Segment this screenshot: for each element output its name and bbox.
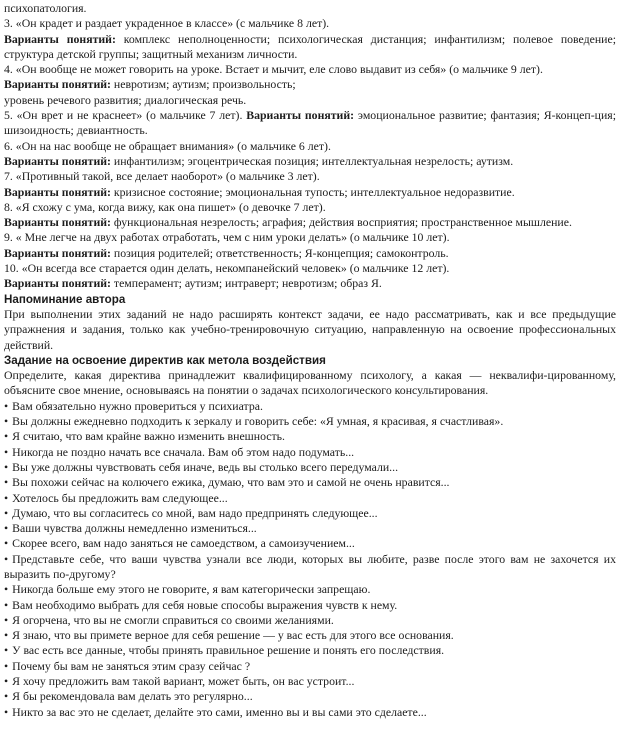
- bold-text-run: Варианты понятий:: [4, 184, 111, 199]
- bullet-marker: •: [4, 551, 9, 566]
- text-run: Вы должны ежедневно подходить к зеркалу и говорить себе: «Я умная, я красивая, я счастливая».: [12, 414, 504, 429]
- text-run: функциональная незрелость; аграфия; действия восприятия; пространственное мышление.: [110, 215, 572, 230]
- paragraph: [4, 169, 616, 184]
- text-run: темперамент; аутизм; интраверт; невротизм; образ Я.: [110, 276, 382, 291]
- text-run: Никто за вас это не сделает, делайте это сами, именно вы и вы сами это сделаете...: [12, 704, 427, 719]
- text-run: Я считаю, что вам крайне важно изменить внешность.: [12, 429, 285, 444]
- bullet-item: [4, 475, 616, 490]
- text-run: Думаю, что вы согласитесь со мной, вам надо предпринять следующее...: [12, 505, 378, 520]
- bold-text-run: Напоминание автора: [4, 292, 126, 306]
- bullet-item: [4, 445, 616, 460]
- text-run: невротизм; аутизм; произвольность;: [110, 77, 296, 92]
- text-run: комплекс неполноценности; психологическая дистанция; инфантилизм; полевое поведение; структура детской группы; защитный механизм личности.: [4, 31, 616, 61]
- bullet-marker: •: [4, 505, 9, 520]
- bullet-marker: •: [4, 674, 9, 689]
- paragraph: [4, 139, 616, 154]
- text-run: 8. «Я схожу с ума, когда вижу, как она пишет» (о девочке 7 лет).: [4, 199, 326, 214]
- text-run: Вам обязательно нужно провериться у психиатра.: [12, 398, 263, 413]
- bullet-marker: •: [4, 643, 9, 658]
- bold-text-run: Варианты понятий:: [4, 276, 111, 291]
- paragraph: [4, 93, 616, 108]
- text-run: инфантилизм; эгоцентрическая позиция; интеллектуальная незрелость; аутизм.: [110, 153, 514, 168]
- text-run: Никогда больше ему этого не говорите, я вам категорически запрещаю.: [12, 582, 371, 597]
- paragraph: [4, 32, 616, 63]
- bullet-item: [4, 705, 616, 720]
- bullet-marker: •: [4, 689, 9, 704]
- bullet-item: [4, 689, 616, 704]
- bullet-marker: •: [4, 444, 9, 459]
- paragraph: [4, 77, 616, 92]
- text-run: Я хочу предложить вам такой вариант, может быть, он вас устроит...: [12, 674, 355, 689]
- bullet-item: [4, 598, 616, 613]
- bullet-item: [4, 414, 616, 429]
- paragraph: [4, 246, 616, 261]
- text-run: У вас есть все данные, чтобы принять правильное решение и понять его последствия.: [12, 643, 445, 658]
- text-run: Представьте себе, что ваши чувства узнали все люди, которых вы любите, разве после этого вам не захочется их выразить по-другому?: [4, 551, 616, 581]
- text-run: 10. «Он всегда все старается один делать, некомпанейский человек» (о мальчике 12 лет).: [4, 261, 450, 276]
- text-run: психопатология.: [4, 1, 87, 15]
- paragraph: [4, 154, 616, 169]
- text-run: позиция родителей; ответственность; Я-концепция; самоконтроль.: [110, 245, 449, 260]
- text-run: При выполнении этих заданий не надо расширять контекст задачи, ее надо рассматривать, как и все предыдущие упражнения и задания, только как учебно-тренировочную ситуацию, направленную на освоение профессиональных действий.: [4, 306, 616, 352]
- bold-text-run: Варианты понятий:: [246, 108, 355, 123]
- text-run: Вам необходимо выбрать для себя новые способы выражения чувств к нему.: [12, 597, 398, 612]
- bullet-item: [4, 460, 616, 475]
- bold-text-run: Варианты понятий:: [4, 31, 116, 46]
- bullet-marker: •: [4, 704, 9, 719]
- bold-text-run: Варианты понятий:: [4, 77, 111, 92]
- text-run: Скорее всего, вам надо заняться не самоедством, а самоизучением...: [12, 536, 355, 551]
- text-run: 6. «Он на нас вообще не обращает внимания» (о мальчике 6 лет).: [4, 138, 331, 153]
- bullet-marker: •: [4, 414, 9, 429]
- bullet-marker: •: [4, 582, 9, 597]
- bold-text-run: Варианты понятий:: [4, 153, 111, 168]
- text-run: Вы уже должны чувствовать себя иначе, ведь вы столько всего передумали...: [12, 459, 399, 474]
- bullet-marker: •: [4, 475, 9, 490]
- text-run: Определите, какая директива принадлежит квалифицированному психологу, а какая — неквалифи-цированному, объясните свое мнение, основываясь на понятии о задачах психологического консультирования.: [4, 368, 616, 398]
- bullet-item: [4, 536, 616, 551]
- section-heading: [4, 353, 616, 368]
- text-run: уровень речевого развития; диалогическая речь.: [4, 92, 247, 107]
- paragraph: [4, 185, 616, 200]
- bullet-item: [4, 613, 616, 628]
- text-run: Я знаю, что вы примете верное для себя решение — у вас есть для этого все основания.: [12, 628, 454, 643]
- paragraph: [4, 16, 616, 31]
- bullet-item: [4, 552, 616, 583]
- bold-text-run: Варианты понятий:: [4, 245, 111, 260]
- text-run: 5. «Он врет и не краснеет» (о мальчике 7 лет).: [4, 108, 247, 123]
- bullet-item: [4, 506, 616, 521]
- text-run: Хотелось бы предложить вам следующее...: [12, 490, 228, 505]
- paragraph: [4, 200, 616, 215]
- paragraph: [4, 108, 616, 139]
- bullet-marker: •: [4, 459, 9, 474]
- bullet-marker: •: [4, 597, 9, 612]
- bullet-item: [4, 491, 616, 506]
- text-run: Я огорчена, что вы не смогли справиться со своими желаниями.: [12, 612, 334, 627]
- bullet-item: [4, 628, 616, 643]
- bullet-marker: •: [4, 612, 9, 627]
- section-heading: [4, 292, 616, 307]
- bullet-item: [4, 643, 616, 658]
- text-run: Никогда не поздно начать все сначала. Вам об этом надо подумать...: [12, 444, 355, 459]
- paragraph: [4, 230, 616, 245]
- text-run: Вы похожи сейчас на колючего ежика, думаю, что вам это и самой не очень нравится...: [12, 475, 450, 490]
- paragraph: [4, 1, 616, 16]
- text-run: эмоциональное развитие; фантазия; Я-концеп-ция; шизоидность; девиантность.: [4, 108, 616, 138]
- bullet-marker: •: [4, 490, 9, 505]
- text-run: Почему бы вам не заняться этим сразу сейчас ?: [12, 658, 251, 673]
- text-run: Я бы рекомендовала вам делать это регулярно...: [12, 689, 253, 704]
- paragraph: [4, 215, 616, 230]
- text-run: 7. «Противный такой, все делает наоборот» (о мальчике 3 лет).: [4, 169, 320, 184]
- bold-text-run: Варианты понятий:: [4, 215, 111, 230]
- bullet-marker: •: [4, 628, 9, 643]
- text-run: кризисное состояние; эмоциональная тупость; интеллектуальное недоразвитие.: [110, 184, 515, 199]
- bullet-marker: •: [4, 658, 9, 673]
- paragraph: [4, 368, 616, 399]
- bullet-item: [4, 582, 616, 597]
- bold-text-run: Задание на освоение директив как метола воздействия: [4, 353, 326, 367]
- text-run: Ваши чувства должны немедленно измениться...: [12, 521, 257, 536]
- text-run: 9. « Мне легче на двух работах отработать, чем с ним уроки делать» (о мальчике 10 лет).: [4, 230, 450, 245]
- paragraph: [4, 276, 616, 291]
- bullet-item: [4, 659, 616, 674]
- bullet-marker: •: [4, 398, 9, 413]
- paragraph: [4, 62, 616, 77]
- text-run: 4. «Он вообще не может говорить на уроке. Встает и мычит, еле слово выдавит из себя» (о мальчике 9 лет).: [4, 62, 543, 77]
- bullet-item: [4, 521, 616, 536]
- text-run: 3. «Он крадет и раздает украденное в классе» (с мальчике 8 лет).: [4, 16, 330, 31]
- bullet-item: [4, 674, 616, 689]
- bullet-marker: •: [4, 429, 9, 444]
- paragraph: [4, 261, 616, 276]
- bullet-marker: •: [4, 536, 9, 551]
- bullet-marker: •: [4, 521, 9, 536]
- bullet-item: [4, 429, 616, 444]
- bullet-item: [4, 399, 616, 414]
- paragraph: [4, 307, 616, 353]
